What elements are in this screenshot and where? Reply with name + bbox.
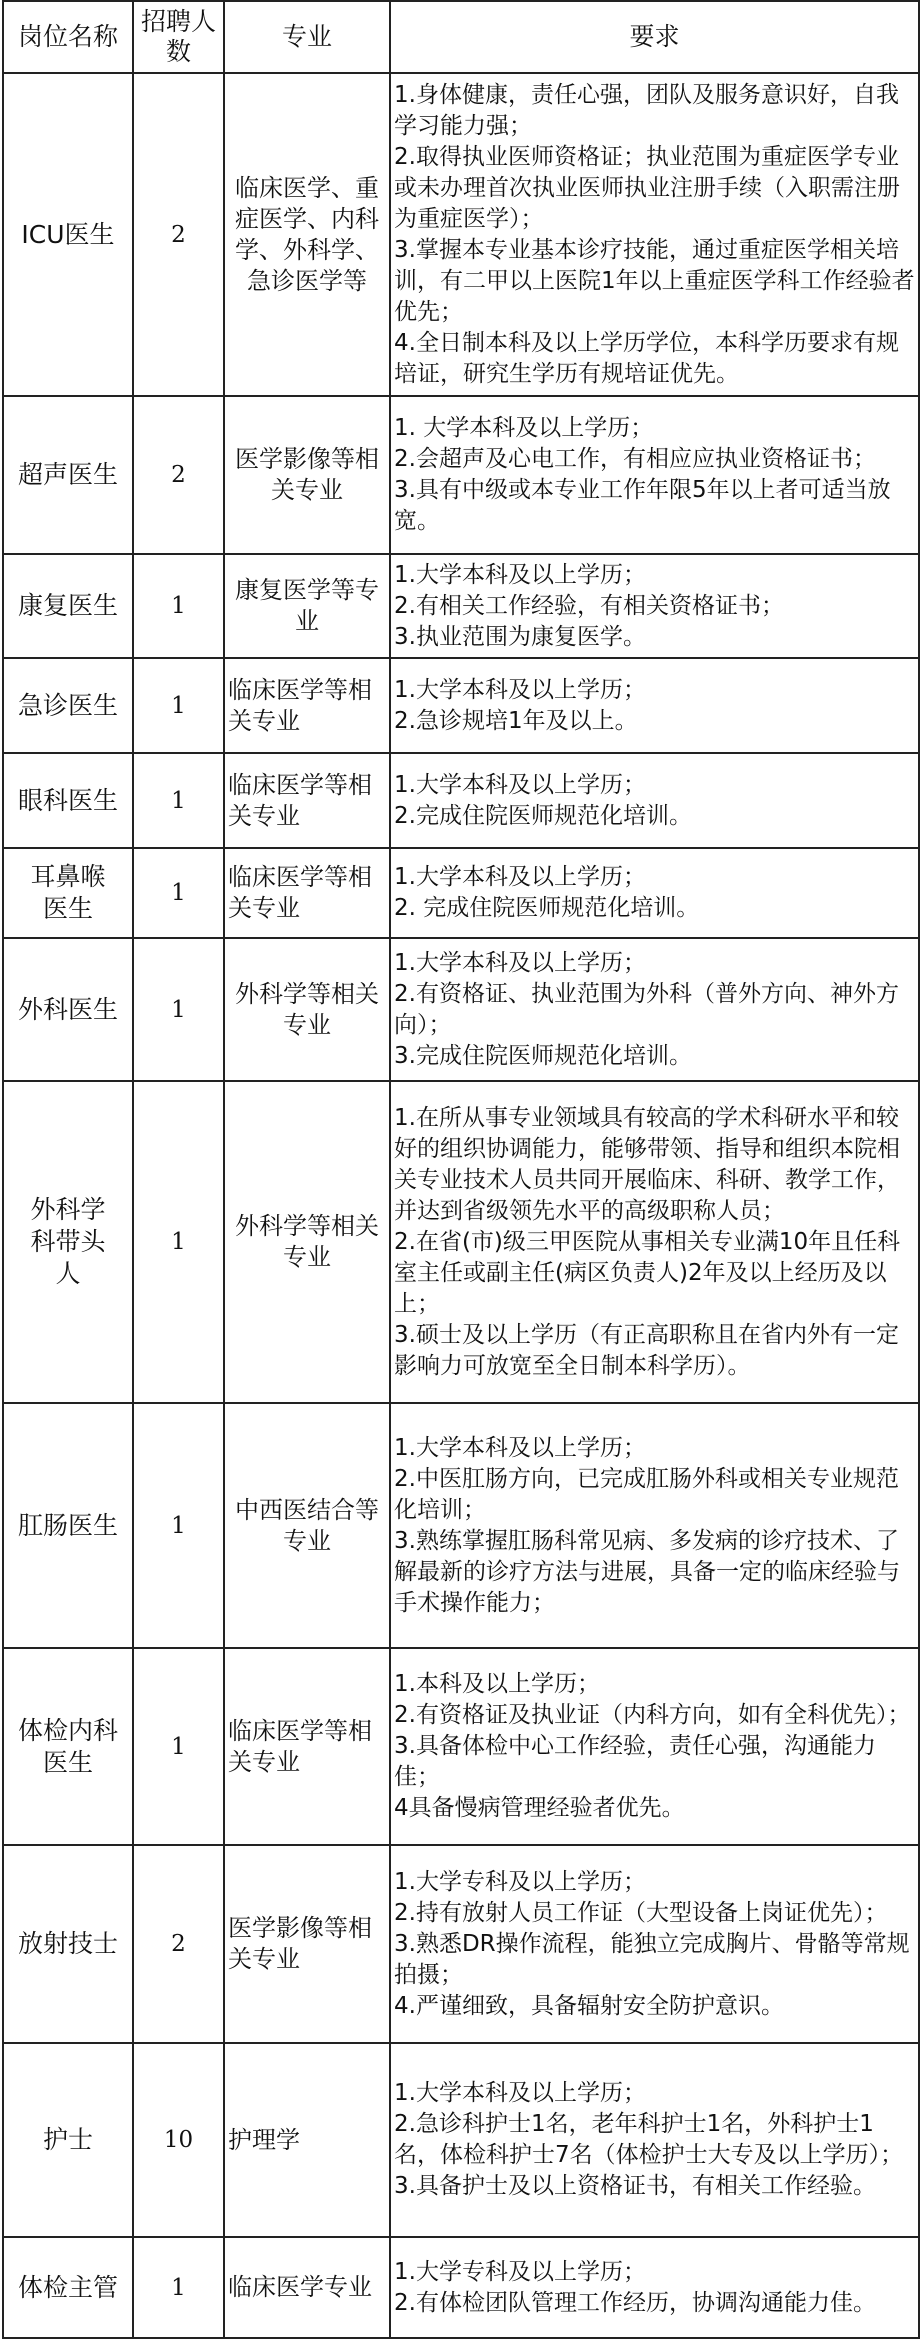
requirements-cell	[390, 753, 919, 848]
table-row	[3, 2043, 919, 2237]
position-name: 外科医生	[17, 994, 118, 1024]
position-cell	[3, 848, 133, 938]
count-cell: 1	[133, 753, 224, 848]
requirement-item: 1.大学本科及以上学历；	[394, 864, 646, 890]
position-name: 放射技士	[17, 1929, 118, 1958]
requirement-item: 1.大学本科及以上学历；	[394, 949, 646, 976]
position-name: 体检内科医生	[18, 1715, 119, 1777]
requirement-item: 2.有体检团队管理工作经历，协调沟通能力佳。	[394, 2289, 876, 2316]
major-cell: 临床医学等相关专业	[224, 1648, 390, 1845]
header-count: 招聘人数	[133, 1, 224, 73]
header-requirements: 要求	[390, 1, 919, 73]
position-name: 康复医生	[17, 591, 118, 620]
requirement-item: 2. 完成住院医师规范化培训。	[394, 895, 700, 921]
requirement-item: 2.在省(市)级三甲医院从事相关专业满10年且任科室主任或副主任(病区负责人)2年及以上经历及以上；	[394, 1228, 901, 1317]
requirement-item: 3.具有中级或本专业工作年限5年以上者可适当放宽。	[394, 477, 891, 534]
major-cell: 外科学等相关专业	[224, 938, 390, 1081]
position-name: 体检主管	[17, 2272, 118, 2302]
count-cell: 2	[133, 1845, 224, 2043]
requirement-item: 2.会超声及心电工作，有相应应执业资格证书；	[394, 446, 876, 472]
header-position: 岗位名称	[3, 1, 133, 73]
major-cell: 外科学等相关专业	[224, 1081, 390, 1403]
requirements-cell	[390, 73, 919, 396]
position-name: 眼科医生	[17, 785, 118, 815]
major-cell: 临床医学等相关专业	[224, 658, 390, 753]
header-row	[3, 1, 919, 73]
requirement-item: 1.大学专科及以上学历；	[394, 1868, 646, 1895]
position-name: ICU医生	[21, 219, 115, 249]
table-row	[3, 1081, 919, 1403]
position-cell	[3, 658, 133, 753]
major-cell: 康复医学等专业	[224, 554, 390, 658]
requirements-cell	[390, 554, 919, 658]
count-cell: 2	[133, 73, 224, 396]
major-cell: 临床医学等相关专业	[224, 753, 390, 848]
requirement-item: 3.熟悉DR操作流程，能独立完成胸片、骨骼等常规拍摄；	[394, 1930, 910, 1988]
position-name: 护士	[42, 2125, 93, 2154]
recruitment-table	[2, 0, 920, 2339]
requirement-item: 2.取得执业医师资格证；执业范围为重症医学专业或未办理首次执业医师执业注册手续（入职需注册为重症医学）；	[394, 143, 900, 232]
requirements-cell	[390, 2237, 919, 2338]
requirement-item: 3.具备体检中心工作经验，责任心强，沟通能力佳；	[394, 1733, 876, 1790]
requirement-item: 4.全日制本科及以上学历学位，本科学历要求有规培证，研究生学历有规培证优先。	[394, 329, 899, 387]
table-row	[3, 554, 919, 658]
requirement-item: 1.大学本科及以上学历；	[394, 676, 646, 703]
position-cell	[3, 938, 133, 1081]
major-cell: 临床医学专业	[224, 2237, 390, 2338]
requirements-cell	[390, 1845, 919, 2043]
requirement-item: 3.执业范围为康复医学。	[394, 623, 646, 650]
major-cell: 医学影像等相关专业	[224, 396, 390, 554]
table-row	[3, 1845, 919, 2043]
table-row	[3, 396, 919, 554]
requirements-cell	[390, 848, 919, 938]
position-cell	[3, 73, 133, 396]
count-cell: 1	[133, 1648, 224, 1845]
table-row	[3, 848, 919, 938]
requirement-item: 1.大学本科及以上学历；	[394, 2080, 646, 2106]
requirement-item: 1.大学本科及以上学历；	[394, 1434, 646, 1461]
requirement-item: 3.具备护士及以上资格证书，有相关工作经验。	[394, 2173, 876, 2199]
requirement-item: 3.掌握本专业基本诊疗技能，通过重症医学相关培训，有二甲以上医院1年以上重症医学科工作经验者优先；	[394, 236, 915, 325]
requirement-item: 1.身体健康，责任心强，团队及服务意识好，自我学习能力强；	[394, 81, 899, 139]
requirement-item: 3.熟练掌握肛肠科常见病、多发病的诊疗技术、了解最新的诊疗方法与进展，具备一定的临床经验与手术操作能力；	[394, 1527, 900, 1616]
header-major: 专业	[224, 1, 390, 73]
count-cell: 2	[133, 396, 224, 554]
position-name: 急诊医生	[17, 690, 118, 720]
table-row	[3, 2237, 919, 2338]
requirement-item: 3.完成住院医师规范化培训。	[394, 1042, 692, 1069]
major-cell: 中西医结合等专业	[224, 1403, 390, 1648]
count-cell: 1	[133, 658, 224, 753]
table-row	[3, 1648, 919, 1845]
requirement-item: 2.中医肛肠方向，已完成肛肠外科或相关专业规范化培训；	[394, 1465, 899, 1523]
requirement-item: 2.有资格证、执业范围为外科（普外方向、神外方向）；	[394, 980, 899, 1038]
table-row	[3, 658, 919, 753]
position-cell	[3, 2237, 133, 2338]
table-row	[3, 938, 919, 1081]
requirements-cell	[390, 1403, 919, 1648]
requirement-item: 1. 大学本科及以上学历；	[394, 415, 654, 441]
requirement-item: 2.完成住院医师规范化培训。	[394, 802, 692, 829]
table-row	[3, 73, 919, 396]
position-cell	[3, 753, 133, 848]
requirements-cell	[390, 1648, 919, 1845]
position-cell	[3, 1648, 133, 1845]
position-name: 外科学科带头人	[30, 1195, 106, 1288]
requirement-item: 1.大学本科及以上学历；	[394, 561, 646, 588]
requirement-item: 1.大学专科及以上学历；	[394, 2258, 646, 2285]
count-cell: 10	[133, 2043, 224, 2237]
position-cell	[3, 2043, 133, 2237]
major-cell: 临床医学等相关专业	[224, 848, 390, 938]
requirement-item: 2.有相关工作经验，有相关资格证书；	[394, 592, 784, 619]
count-cell: 1	[133, 1081, 224, 1403]
major-cell: 临床医学、重症医学、内科学、外科学、急诊医学等	[224, 73, 390, 396]
position-name: 肛肠医生	[17, 1510, 118, 1540]
requirement-item: 2.急诊规培1年及以上。	[394, 707, 638, 734]
requirement-item: 2.有资格证及执业证（内科方向，如有全科优先）；	[394, 1702, 911, 1728]
position-cell	[3, 554, 133, 658]
requirements-cell	[390, 2043, 919, 2237]
position-name: 耳鼻喉医生	[30, 862, 106, 923]
requirement-item: 1.大学本科及以上学历；	[394, 771, 646, 798]
count-cell: 1	[133, 554, 224, 658]
count-cell: 1	[133, 848, 224, 938]
position-cell	[3, 1081, 133, 1403]
requirements-cell	[390, 938, 919, 1081]
requirement-item: 2.急诊科护士1名，老年科护士1名，外科护士1名，体检科护士7名（体检护士大专及以上学历）；	[394, 2111, 904, 2168]
count-cell: 1	[133, 1403, 224, 1648]
position-name: 超声医生	[17, 460, 118, 489]
requirements-cell	[390, 1081, 919, 1403]
requirement-item: 2.持有放射人员工作证（大型设备上岗证优先）；	[394, 1899, 888, 1926]
major-cell: 护理学	[224, 2043, 390, 2237]
position-cell	[3, 1845, 133, 2043]
requirements-cell	[390, 658, 919, 753]
position-cell	[3, 396, 133, 554]
requirement-item: 4.严谨细致，具备辐射安全防护意识。	[394, 1992, 784, 2019]
requirement-item: 3.硕士及以上学历（有正高职称且在省内外有一定影响力可放宽至全日制本科学历）。	[394, 1321, 899, 1379]
table-row	[3, 1403, 919, 1648]
major-cell: 医学影像等相关专业	[224, 1845, 390, 2043]
requirement-item: 4具备慢病管理经验者优先。	[394, 1795, 685, 1821]
requirement-item: 1.在所从事专业领域具有较高的学术科研水平和较好的组织协调能力，能够带领、指导和组织本院相关专业技术人员共同开展临床、科研、教学工作，并达到省级领先水平的高级职称人员；	[394, 1104, 900, 1224]
requirement-item: 1.本科及以上学历；	[394, 1671, 600, 1697]
count-cell: 1	[133, 938, 224, 1081]
requirements-cell	[390, 396, 919, 554]
table-row	[3, 753, 919, 848]
position-cell	[3, 1403, 133, 1648]
count-cell: 1	[133, 2237, 224, 2338]
